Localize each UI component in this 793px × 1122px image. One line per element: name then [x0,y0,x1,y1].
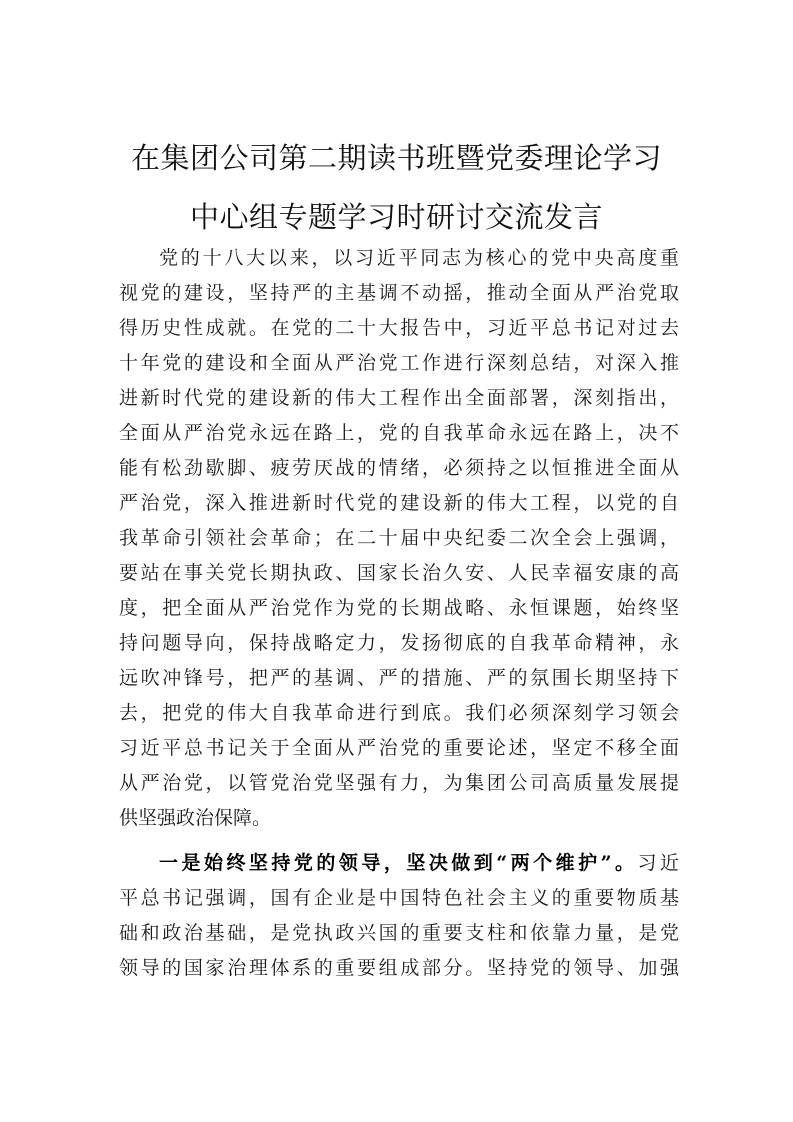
paragraph-line: 远吹冲锋号，把严的基调、严的措施、严的氛围长期坚持下 [119,667,679,689]
paragraph-line [119,846,679,881]
paragraph-line: 进新时代党的建设新的伟大工程作出全面部署，深刻指出， [119,387,679,409]
point-heading: 一是始终坚持党的领导，坚决做到“两个维护”。 [159,852,638,874]
paragraph-line: 度，把全面从严治党作为党的长期战略、永恒课题，始终坚 [119,597,679,619]
paragraph-line: 得历史性成就。在党的二十大报告中，习近平总书记对过去 [119,317,679,339]
paragraph-spacer [119,836,679,846]
paragraph-line: 持问题导向，保持战略定力，发扬彻底的自我革命精神，永 [119,632,679,654]
paragraph-line: 从严治党，以管党治党坚强有力，为集团公司高质量发展提 [119,772,679,794]
paragraph-line: 全面从严治党永远在路上，党的自我革命永远在路上，决不 [119,422,679,444]
paragraph-line: 供坚强政治保障。 [119,807,272,829]
paragraph-line: 严治党，深入推进新时代党的建设新的伟大工程，以党的自 [119,492,679,514]
paragraph-line: 去，把党的伟大自我革命进行到底。我们必须深刻学习领会 [119,702,679,724]
paragraph-line: 视党的建设，坚持严的主基调不动摇，推动全面从严治党取 [119,282,679,304]
paragraph-line: 领导的国家治理体系的重要组成部分。坚持党的领导、加强 [119,957,679,979]
paragraph-point-one [119,846,679,986]
document-title-line-2: 中心组专题学习时研讨交流发言 [189,200,603,234]
document-title-line-1: 在集团公司第二期读书班暨党委理论学习 [130,141,662,175]
paragraph-line: 要站在事关党长期执政、国家长治久安、人民幸福安康的高 [119,562,679,584]
paragraph-line: 党的十八大以来，以习近平同志为核心的党中央高度重 [159,247,679,269]
paragraph-line: 础和政治基础，是党执政兴国的重要支柱和依靠力量，是党 [119,922,679,944]
paragraph-line: 能有松劲歇脚、疲劳厌战的情绪，必须持之以恒推进全面从 [119,457,679,479]
paragraph-line: 平总书记强调，国有企业是中国特色社会主义的重要物质基 [119,887,679,909]
point-heading-continuation: 习近 [637,852,679,874]
paragraph-line: 我革命引领社会革命；在二十届中央纪委二次全会上强调， [119,527,679,549]
paragraph-intro [119,241,679,836]
paragraph-line: 习近平总书记关于全面从严治党的重要论述，坚定不移全面 [119,737,679,759]
document-body [119,241,679,986]
paragraph-line: 十年党的建设和全面从严治党工作进行深刻总结，对深入推 [119,352,679,374]
